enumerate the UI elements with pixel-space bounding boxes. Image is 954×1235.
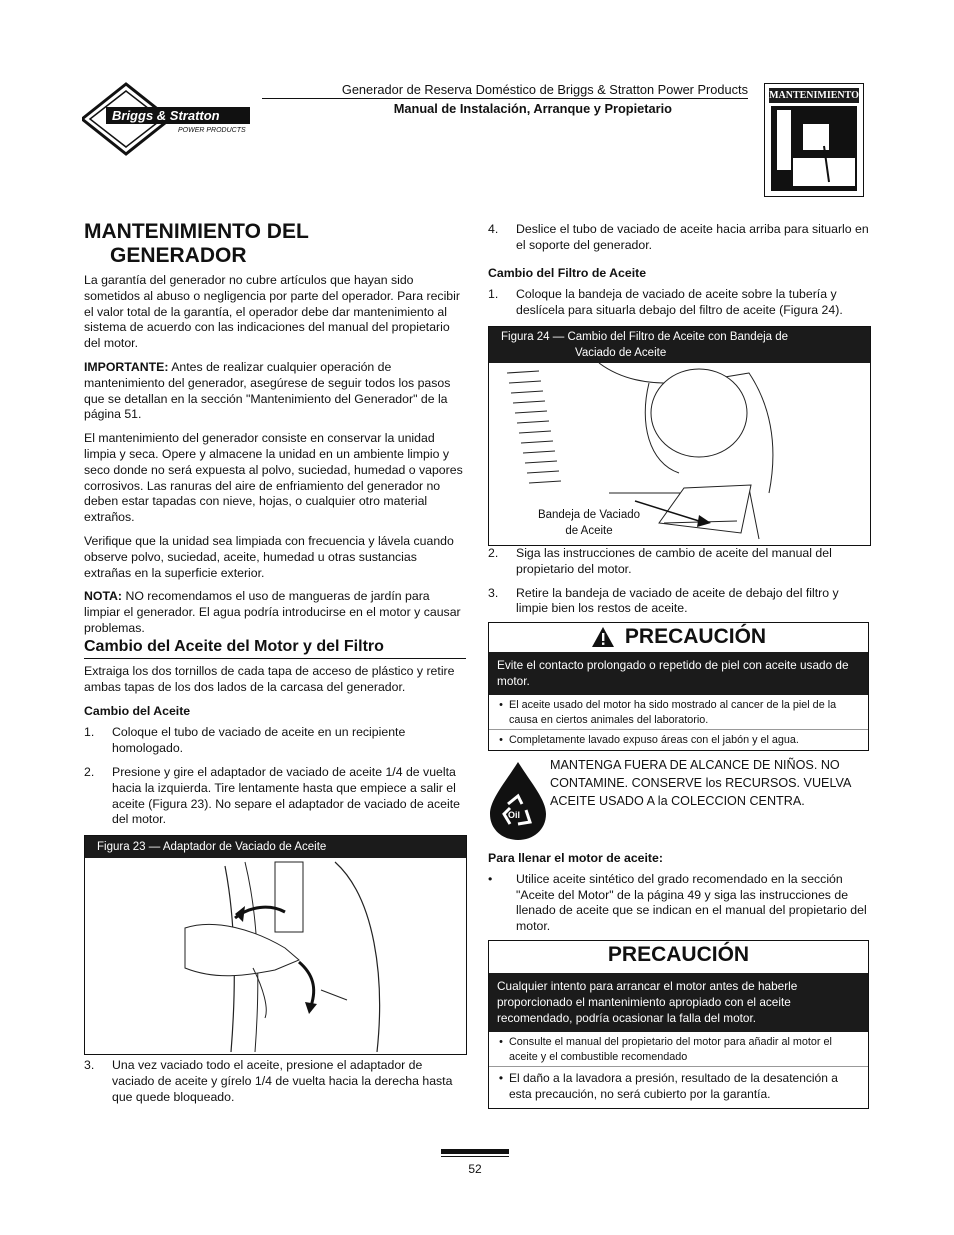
left-column — [84, 273, 465, 645]
remove-covers-paragraph: Extraiga los dos tornillos de cada tapa de acceso de plástico y retire ambas tapas de los dos lados de la carcasa del generador. — [84, 664, 455, 694]
list-item: • Completamente lavado expuso áreas con el jabón y el agua. — [489, 729, 868, 750]
caution-box-1 — [488, 622, 869, 751]
oil-recycle-icon: Oil — [488, 760, 548, 842]
warranty-paragraph: La garantía del generador no cubre artículos que hayan sido sometidos al abuso o negligencia por parte del operador. Para recibir el valor total de la garantía, el operador debe dar mantenimiento al sistema de acuerdo con las indicaciones del manual del propietario del motor. — [84, 273, 460, 351]
brand-logo — [82, 82, 252, 156]
page-title — [84, 220, 464, 268]
left-column-3 — [84, 1058, 465, 1113]
list-item: • El daño a la lavadora a presión, resultado de la desatención a esta precaución, no será cubierto por la garantía. — [489, 1066, 868, 1108]
warning-triangle-icon — [591, 626, 615, 648]
caution-2-message: Cualquier intento para arrancar el motor antes de haberle proporcionado el mantenimiento apropiado con el aceite recomendado, podría ocasionar la falla del motor. — [489, 973, 868, 1032]
logo-subtext: POWER PRODUCTS — [178, 127, 246, 134]
verify-paragraph: Verifique que la unidad sea limpiada con frecuencia y lávela cuando observe polvo, suciedad, aceite, humedad u otras sustancias extrañas en la superficie exterior. — [84, 533, 454, 580]
footer-bar — [441, 1149, 509, 1154]
oil-change-subheading: Cambio del Aceite — [84, 703, 191, 718]
figure-23 — [84, 835, 467, 1055]
fill-oil-subheading: Para llenar el motor de aceite: — [488, 851, 663, 865]
drain-adapter-illustration — [85, 858, 466, 1052]
page-title-line1: MANTENIMIENTO DEL — [84, 220, 309, 243]
right-column-3 — [488, 851, 869, 943]
left-column-2 — [84, 664, 465, 836]
header-rule — [262, 98, 748, 99]
caution-box-2 — [488, 940, 869, 1109]
list-item: 4. Deslice el tubo de vaciado de aceite hacia arriba para situarlo en el soporte del generador. — [488, 222, 869, 252]
logo-text: Briggs & Stratton — [112, 108, 220, 123]
calendar-wrench-icon — [769, 106, 859, 191]
list-item: • El aceite usado del motor ha sido mostrado al cancer de la piel de la causa en ciertos animales del laboratorio. — [499, 699, 837, 726]
note-paragraph: NOTA: NO recomendamos el uso de mangueras de jardín para limpiar el generador. El agua podría introducirse en el motor y causar problemas. — [84, 589, 461, 635]
list-item: 2. Siga las instrucciones de cambio de aceite del manual del propietario del motor. — [488, 546, 832, 576]
right-column-2 — [488, 546, 869, 625]
header-subtitle: Manual de Instalación, Arranque y Propietario — [393, 101, 672, 116]
list-item: 2. Presione y gire el adaptador de vaciado de aceite 1/4 de vuelta hacia la izquierda. Tire lentamente hasta que empiece a salir el aceite (Figura 23). No separe el adaptador de vaciado de aceite del motor. — [84, 764, 460, 827]
maintenance-badge — [764, 83, 864, 197]
important-paragraph: IMPORTANTE: Antes de realizar cualquier operación de mantenimiento del generador, asegúrese de seguir todos los pasos que se detallan en la sección "Mantenimiento del Generador" de la página 51. — [84, 359, 451, 422]
figure-23-caption: Figura 23 — Adaptador de Vaciado de Aceite — [85, 836, 466, 858]
clean-dry-paragraph: El mantenimiento del generador consiste en conservar la unidad limpia y seca. Opere y almacene la unidad en un ambiente limpio y seco donde no será expuesta al polvo, suciedad, humedad o vapores corrosivos. Las ranuras del aire de enfriamiento del generador no deben estar tapadas con nieve, hojas, o cualquier otro material extraños. — [84, 431, 463, 525]
header-title: Generador de Reserva Doméstico de Briggs & Stratton Power Products — [341, 82, 748, 97]
caution-heading-2: PRECAUCIÓN — [607, 943, 750, 966]
filter-change-subheading: Cambio del Filtro de Aceite — [488, 265, 647, 280]
list-item: 3. Una vez vaciado todo el aceite, presione el adaptador de vaciado de aceite y gírelo 1/4 de vuelta hacia la derecha hasta que quede bloqueado. — [84, 1058, 453, 1104]
figure-24 — [488, 326, 871, 546]
recycle-notice: MANTENGA FUERA DE ALCANCE DE NIÑOS. NO CONTAMINE. CONSERVE los RECURSOS. VUELVA ACEITE USADO A la COLECCION CENTRA. — [550, 758, 851, 808]
footer-rule — [441, 1156, 509, 1157]
page-number: 52 — [468, 1162, 482, 1176]
right-column — [488, 222, 869, 327]
caution-heading-1: PRECAUCIÓN — [489, 623, 868, 652]
badge-title: MANTENIMIENTO — [769, 90, 859, 101]
list-item: • Consulte el manual del propietario del motor para añadir al motor el aceite y el combustible recomendado — [499, 1036, 832, 1063]
list-item: 1. Coloque el tubo de vaciado de aceite en un recipiente homologado. — [84, 725, 406, 756]
figure-24-label: Bandeja de Vaciado de Aceite — [537, 509, 641, 537]
list-item: 3. Retire la bandeja de vaciado de aceite de debajo del filtro y limpie bien los restos de aceite. — [488, 585, 839, 616]
section-heading: Cambio del Aceite del Motor y del Filtro — [84, 636, 466, 659]
list-item: 1. Coloque la bandeja de vaciado de aceite sobre la tubería y deslícela para situarla debajo del filtro de aceite (Figura 24). — [488, 287, 843, 318]
figure-24-caption: Figura 24 — Cambio del Filtro de Aceite con Bandeja de Vaciado de Aceite — [489, 327, 870, 363]
list-item: • Utilice aceite sintético del grado recomendado en la sección "Aceite del Motor" de la página 49 y siga las instrucciones de llenado de aceite que se indican en el manual del propietario del motor. — [488, 871, 867, 934]
page-title-line2: GENERADOR — [110, 244, 247, 267]
caution-1-message: Evite el contacto prolongado o repetido de piel con aceite usado de motor. — [489, 652, 868, 695]
